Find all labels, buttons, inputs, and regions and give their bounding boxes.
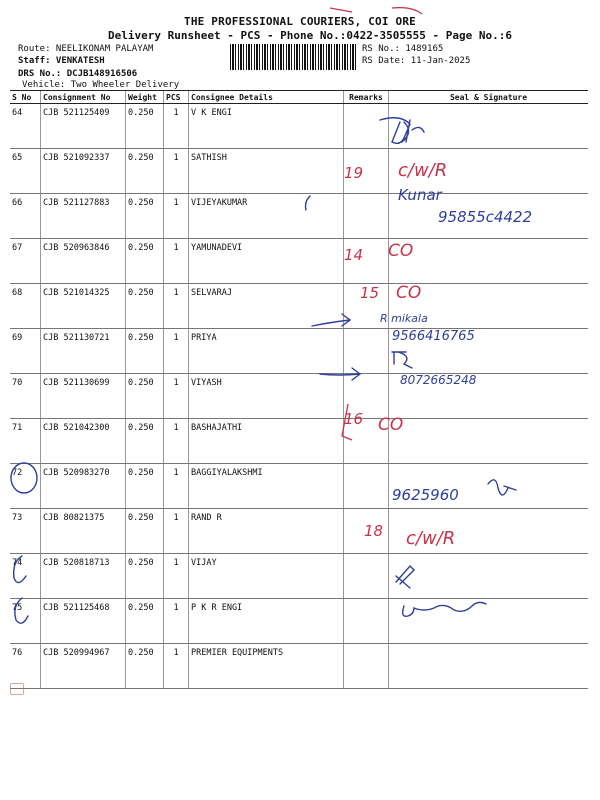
table-row xyxy=(10,284,588,329)
col-signature: Seal & Signature xyxy=(389,91,589,104)
table-row xyxy=(10,644,588,689)
cell-remarks xyxy=(344,374,389,419)
cell-remarks xyxy=(344,194,389,239)
remark-67: 14 xyxy=(344,246,364,264)
table-row xyxy=(10,104,588,149)
cell-consignee: SATHISH xyxy=(189,149,344,194)
cell-sno: 66 xyxy=(10,194,41,239)
cell-signature xyxy=(389,284,589,329)
col-consignee: Consignee Details xyxy=(189,91,344,104)
col-weight: Weight xyxy=(126,91,164,104)
cell-sno: 67 xyxy=(10,239,41,284)
cell-pcs: 1 xyxy=(164,149,189,194)
cell-pcs: 1 xyxy=(164,284,189,329)
cell-pcs: 1 xyxy=(164,599,189,644)
table-row xyxy=(10,464,588,509)
cw-74: c/w/R xyxy=(406,528,456,549)
table-row xyxy=(10,149,588,194)
cell-sno: 69 xyxy=(10,329,41,374)
cell-consignee: BAGGIYALAKSHMI xyxy=(189,464,344,509)
runsheet-table xyxy=(10,90,588,689)
cell-signature xyxy=(389,644,589,689)
table-row xyxy=(10,509,588,554)
cell-consignment: CJB 520983270 xyxy=(41,464,126,509)
cell-pcs: 1 xyxy=(164,644,189,689)
remark-65: 19 xyxy=(344,164,364,182)
cell-weight: 0.250 xyxy=(126,149,164,194)
cell-consignment: CJB 521125409 xyxy=(41,104,126,149)
company-title: THE PROFESSIONAL COURIERS, COI ORE xyxy=(184,15,416,28)
cell-pcs: 1 xyxy=(164,509,189,554)
cell-consignment: CJB 521042300 xyxy=(41,419,126,464)
cell-pcs: 1 xyxy=(164,194,189,239)
cw-72: CO xyxy=(378,415,404,435)
cell-weight: 0.250 xyxy=(126,509,164,554)
cell-sno: 71 xyxy=(10,419,41,464)
col-consignment: Consignment No xyxy=(41,91,126,104)
cell-consignment: CJB 521125468 xyxy=(41,599,126,644)
vehicle-label: Vehicle: Two Wheeler Delivery xyxy=(22,80,180,90)
cell-consignment: CJB 521127883 xyxy=(41,194,126,239)
name-66: Kunar xyxy=(398,186,442,204)
cell-consignee: P K R ENGI xyxy=(189,599,344,644)
cell-weight: 0.250 xyxy=(126,329,164,374)
cell-weight: 0.250 xyxy=(126,419,164,464)
cell-pcs: 1 xyxy=(164,419,189,464)
cell-sno: 76 xyxy=(10,644,41,689)
table-row xyxy=(10,599,588,644)
cell-weight: 0.250 xyxy=(126,194,164,239)
phone-73: 9625960 xyxy=(392,486,459,504)
table-row xyxy=(10,374,588,419)
rs-date: RS Date: 11-Jan-2025 xyxy=(362,56,471,66)
cell-consignment: CJB 520818713 xyxy=(41,554,126,599)
cell-signature xyxy=(389,599,589,644)
cell-weight: 0.250 xyxy=(126,374,164,419)
cell-consignment: CJB 80821375 xyxy=(41,509,126,554)
staff-label: Staff: VENKATESH xyxy=(18,56,105,66)
cell-consignee: PRIYA xyxy=(189,329,344,374)
cell-consignment: CJB 521014325 xyxy=(41,284,126,329)
cell-weight: 0.250 xyxy=(126,644,164,689)
cell-signature xyxy=(389,554,589,599)
cell-remarks xyxy=(344,509,389,554)
cell-weight: 0.250 xyxy=(126,104,164,149)
phone-70: 8072665248 xyxy=(400,373,477,387)
rs-number: RS No.: 1489165 xyxy=(362,44,444,54)
cell-remarks xyxy=(344,149,389,194)
drs-number: DRS No.: DCJB148916506 xyxy=(18,69,138,79)
cell-consignee: VIYASH xyxy=(189,374,344,419)
remark-68: 15 xyxy=(360,284,380,302)
cell-pcs: 1 xyxy=(164,239,189,284)
cell-consignee: VIJAY xyxy=(189,554,344,599)
name-69: R mikala xyxy=(380,312,428,325)
cell-remarks xyxy=(344,329,389,374)
cell-signature xyxy=(389,194,589,239)
cell-remarks xyxy=(344,554,389,599)
barcode xyxy=(230,44,356,70)
cell-sno: 75 xyxy=(10,599,41,644)
cell-pcs: 1 xyxy=(164,104,189,149)
remark-72: 16 xyxy=(344,410,364,428)
cell-consignment: CJB 520994967 xyxy=(41,644,126,689)
cell-remarks xyxy=(344,419,389,464)
cell-pcs: 1 xyxy=(164,374,189,419)
cell-signature xyxy=(389,104,589,149)
cell-consignment: CJB 520963846 xyxy=(41,239,126,284)
cell-weight: 0.250 xyxy=(126,284,164,329)
cell-consignment: CJB 521092337 xyxy=(41,149,126,194)
cell-consignment: CJB 521130721 xyxy=(41,329,126,374)
cell-remarks xyxy=(344,239,389,284)
remark-74: 18 xyxy=(364,522,384,540)
cell-remarks xyxy=(344,284,389,329)
cell-remarks xyxy=(344,464,389,509)
cell-consignee: V K ENGI xyxy=(189,104,344,149)
cell-sno: 73 xyxy=(10,509,41,554)
cell-remarks xyxy=(344,104,389,149)
cell-signature xyxy=(389,374,589,419)
table-row xyxy=(10,194,588,239)
phone-69: 9566416765 xyxy=(392,329,475,344)
cell-remarks xyxy=(344,644,389,689)
cell-signature xyxy=(389,239,589,284)
cell-sno: 70 xyxy=(10,374,41,419)
cell-weight: 0.250 xyxy=(126,239,164,284)
table-row xyxy=(10,554,588,599)
cell-pcs: 1 xyxy=(164,464,189,509)
cell-consignee: BASHAJATHI xyxy=(189,419,344,464)
cell-consignee: RAND R xyxy=(189,509,344,554)
cell-remarks xyxy=(344,599,389,644)
table-row xyxy=(10,419,588,464)
cell-weight: 0.250 xyxy=(126,464,164,509)
col-sno: S No xyxy=(10,91,41,104)
table-row xyxy=(10,239,588,284)
cell-consignment: CJB 521130699 xyxy=(41,374,126,419)
cell-sno: 74 xyxy=(10,554,41,599)
cell-signature xyxy=(389,509,589,554)
cw-68: CO xyxy=(396,283,422,303)
col-pcs: PCS xyxy=(164,91,189,104)
cell-weight: 0.250 xyxy=(126,554,164,599)
cell-pcs: 1 xyxy=(164,554,189,599)
cell-sno: 65 xyxy=(10,149,41,194)
col-remarks: Remarks xyxy=(344,91,389,104)
cell-consignee: SELVARAJ xyxy=(189,284,344,329)
cw-65: c/w/R xyxy=(398,160,448,181)
cell-pcs: 1 xyxy=(164,329,189,374)
cell-weight: 0.250 xyxy=(126,599,164,644)
cell-consignee: VIJEYAKUMAR xyxy=(189,194,344,239)
table-row xyxy=(10,329,588,374)
cell-signature xyxy=(389,329,589,374)
cell-consignee: YAMUNADEVI xyxy=(189,239,344,284)
cell-sno: 64 xyxy=(10,104,41,149)
runsheet-subtitle: Delivery Runsheet - PCS - Phone No.:0422-3505555 - Page No.:6 xyxy=(108,29,512,42)
cell-sno: 72 xyxy=(10,464,41,509)
cell-consignee: PREMIER EQUIPMENTS xyxy=(189,644,344,689)
route-label: Route: NEELIKONAM PALAYAM xyxy=(18,44,154,54)
cell-signature xyxy=(389,419,589,464)
mark-header-ink xyxy=(330,8,422,14)
cw-67: CO xyxy=(388,241,414,261)
cell-signature xyxy=(389,464,589,509)
cell-sno: 68 xyxy=(10,284,41,329)
table-header-row xyxy=(10,91,588,104)
cell-signature xyxy=(389,149,589,194)
phone-66: 95855c4422 xyxy=(438,208,533,226)
page-stamp xyxy=(10,683,24,695)
